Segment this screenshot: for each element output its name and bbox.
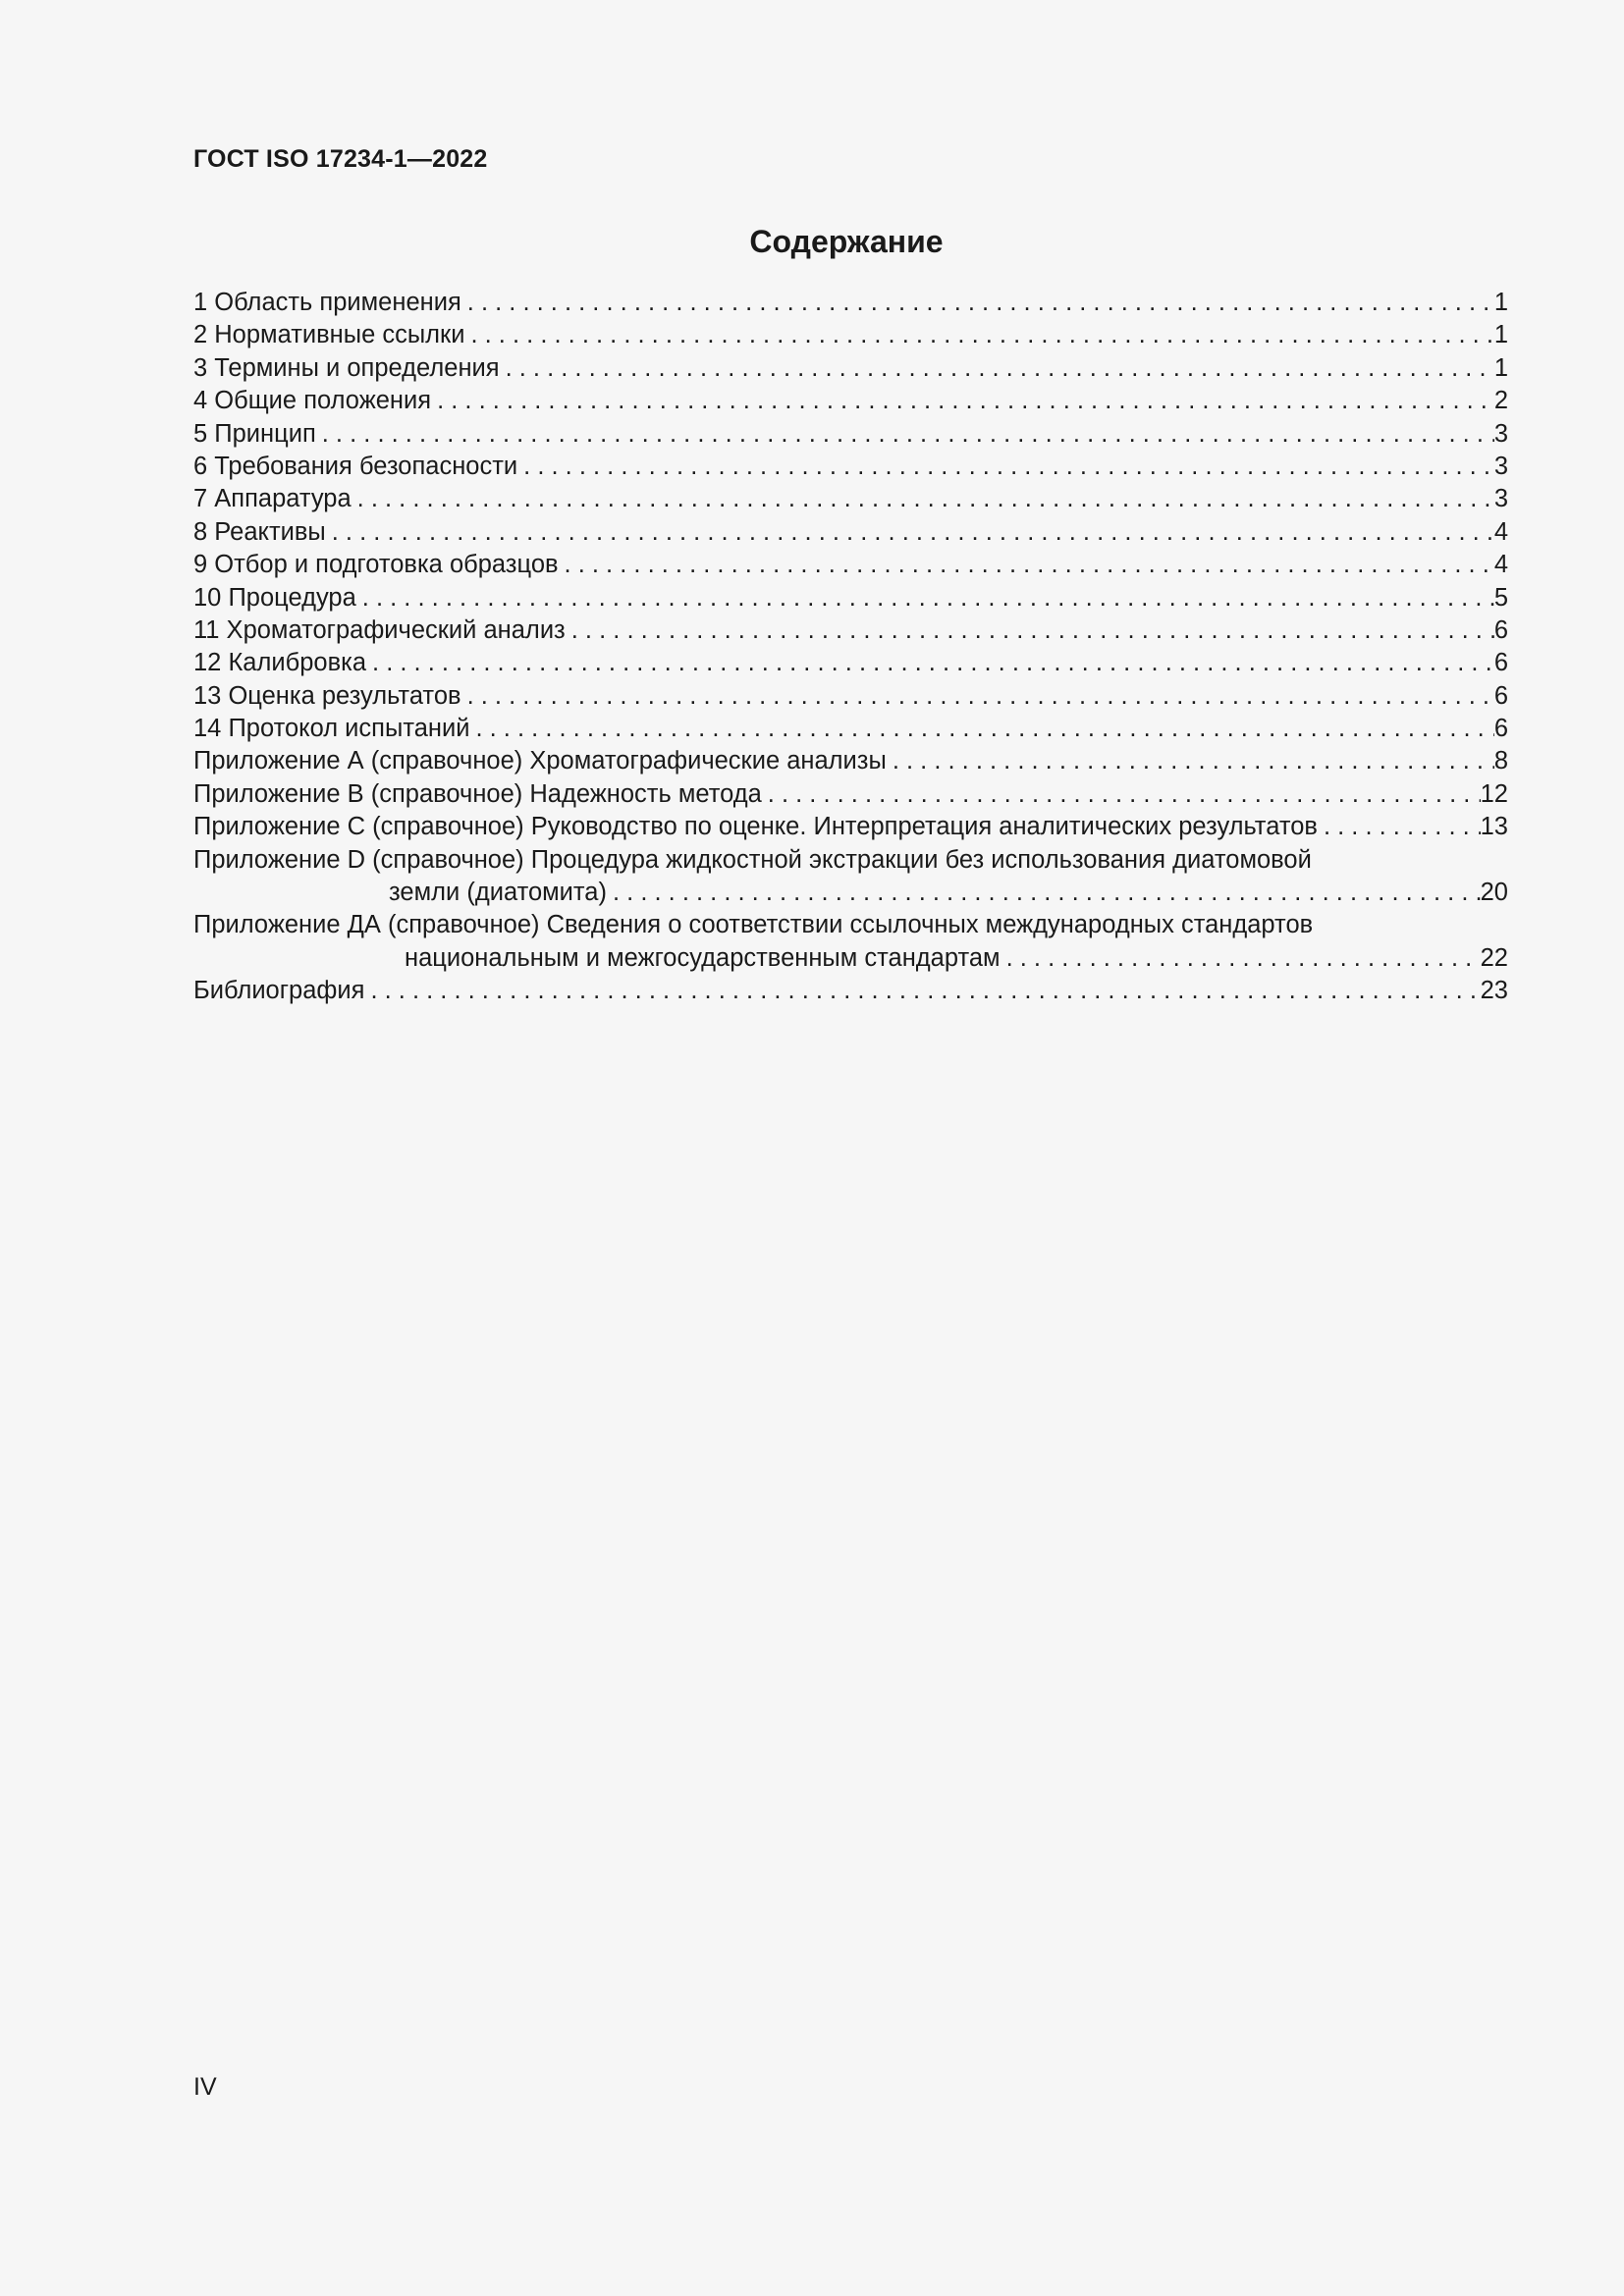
toc-entry-line	[193, 942, 1508, 975]
toc-entry-label: Приложение В (справочное) Надежность метода	[193, 779, 762, 808]
toc-entry-label: Приложение А (справочное) Хроматографические анализы	[193, 747, 887, 775]
toc-leader-dots	[316, 418, 1494, 451]
toc-entry-page: 1	[1493, 321, 1508, 349]
toc-entry-line	[193, 877, 1508, 909]
toc-entry[interactable]	[193, 287, 1508, 319]
toc-entry-page: 1	[1493, 289, 1508, 316]
toc-entry-page: 6	[1493, 615, 1508, 644]
toc-entry-label: 4 Общие положения	[193, 387, 432, 415]
toc-entry-page: 3	[1493, 485, 1508, 513]
toc-entry[interactable]	[193, 614, 1508, 647]
toc-leader-dots	[431, 385, 1494, 417]
toc-entry-label: 10 Процедура	[193, 583, 356, 612]
toc-entry[interactable]	[193, 549, 1508, 581]
toc-entry-multiline[interactable]	[193, 844, 1508, 910]
toc-entry[interactable]	[193, 582, 1508, 614]
toc-entry[interactable]	[193, 385, 1508, 417]
toc-entry[interactable]	[193, 516, 1508, 549]
toc-entry-page: 13	[1480, 813, 1508, 841]
toc-entry-label: 12 Калибровка	[193, 649, 367, 677]
toc-entry-page: 3	[1493, 452, 1508, 480]
toc-leader-dots	[356, 582, 1494, 614]
toc-entry-page: 6	[1493, 715, 1508, 743]
toc-leader-dots	[517, 451, 1494, 483]
toc-leader-dots	[364, 975, 1480, 1007]
toc-entry-page: 23	[1480, 977, 1508, 1005]
toc-entry-label-continued: земли (диатомита)	[389, 879, 607, 907]
toc-leader-dots	[500, 352, 1494, 385]
toc-entry-label: 13 Оценка результатов	[193, 681, 461, 710]
document-code: ГОСТ ISO 17234-1—2022	[193, 145, 488, 173]
toc-entry-page: 22	[1480, 943, 1508, 972]
toc-entry-label: Приложение D (справочное) Процедура жидкостной экстракции без использования диатомовой	[193, 845, 1312, 874]
toc-entry-label: 6 Требования безопасности	[193, 452, 518, 480]
toc-leader-dots	[464, 319, 1493, 351]
toc-entry[interactable]	[193, 319, 1508, 351]
toc-leader-dots	[1318, 811, 1481, 843]
toc-leader-dots	[566, 614, 1494, 647]
toc-entry-label: 3 Термины и определения	[193, 353, 500, 382]
toc-entry[interactable]	[193, 811, 1508, 843]
toc-entry[interactable]	[193, 680, 1508, 713]
toc-entry-line	[193, 844, 1508, 877]
toc-entry-label-continued: национальным и межгосударственным стандартам	[405, 943, 1001, 972]
toc-leader-dots	[469, 713, 1493, 745]
toc-entry-page: 6	[1493, 649, 1508, 677]
toc-entry-label: Приложение ДА (справочное) Сведения о соответствии ссылочных международных стандартов	[193, 911, 1314, 939]
page-number: IV	[193, 2073, 217, 2101]
toc-entry-page: 12	[1480, 779, 1508, 808]
toc-entry-page: 4	[1493, 551, 1508, 579]
toc-leader-dots	[326, 516, 1494, 549]
toc-entry-label: Библиография	[193, 977, 365, 1005]
toc-entry-page: 5	[1493, 583, 1508, 612]
toc-entry[interactable]	[193, 451, 1508, 483]
toc-entry-page: 20	[1480, 879, 1508, 907]
toc-entry-label: 7 Аппаратура	[193, 485, 352, 513]
toc-title: Содержание	[749, 224, 944, 259]
toc-entry[interactable]	[193, 418, 1508, 451]
toc-leader-dots	[559, 549, 1494, 581]
toc-entry[interactable]	[193, 713, 1508, 745]
toc-leader-dots	[1001, 942, 1481, 975]
toc-entry-multiline[interactable]	[193, 909, 1508, 975]
toc-entry-label: 14 Протокол испытаний	[193, 715, 470, 743]
table-of-contents	[193, 287, 1508, 1008]
toc-entry-label: 2 Нормативные ссылки	[193, 321, 465, 349]
toc-leader-dots	[607, 877, 1481, 909]
toc-entry[interactable]	[193, 483, 1508, 515]
toc-entry-label: 11 Хроматографический анализ	[193, 615, 566, 644]
toc-entry-label: 9 Отбор и подготовка образцов	[193, 551, 559, 579]
toc-leader-dots	[366, 647, 1494, 679]
toc-entry-page: 3	[1493, 419, 1508, 448]
toc-entry-label: 1 Область применения	[193, 289, 461, 316]
toc-entry[interactable]	[193, 778, 1508, 811]
toc-leader-dots	[352, 483, 1494, 515]
toc-leader-dots	[887, 745, 1494, 777]
toc-entry[interactable]	[193, 647, 1508, 679]
toc-entry-page: 8	[1493, 747, 1508, 775]
toc-entry[interactable]	[193, 745, 1508, 777]
toc-entry-page: 4	[1493, 517, 1508, 546]
toc-leader-dots	[762, 778, 1481, 811]
toc-entry-line	[193, 909, 1508, 941]
toc-leader-dots	[461, 680, 1494, 713]
toc-entry-label: 5 Принцип	[193, 419, 316, 448]
toc-entry-page: 1	[1493, 353, 1508, 382]
toc-entry-page: 6	[1493, 681, 1508, 710]
toc-entry[interactable]	[193, 975, 1508, 1007]
toc-entry[interactable]	[193, 352, 1508, 385]
toc-entry-page: 2	[1493, 387, 1508, 415]
toc-leader-dots	[461, 287, 1494, 319]
toc-entry-label: Приложение С (справочное) Руководство по оценке. Интерпретация аналитических результатов	[193, 813, 1318, 841]
toc-entry-label: 8 Реактивы	[193, 517, 326, 546]
